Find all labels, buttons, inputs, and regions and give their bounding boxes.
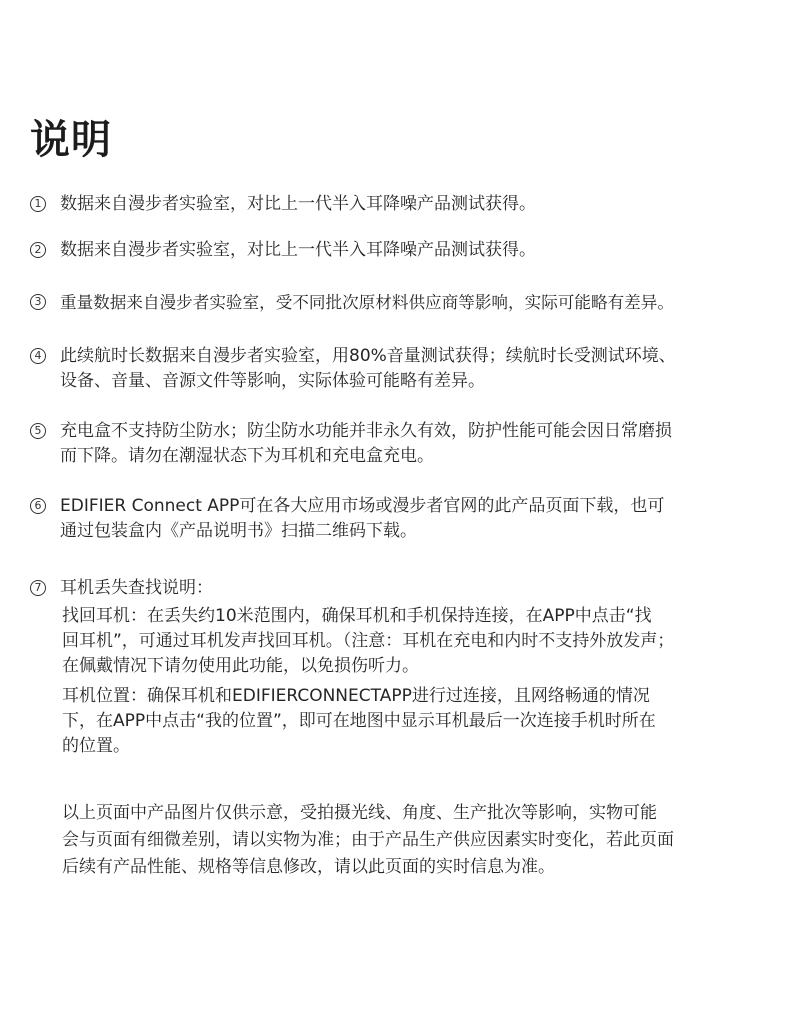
- earphone-location-paragraph: [62, 684, 656, 759]
- find-earphone-paragraph: [62, 604, 674, 679]
- note-6: [30, 494, 780, 544]
- paragraph-line: 下，在APP中点击“我的位置”，即可在地图中显示耳机最后一次连接手机时所在: [62, 711, 656, 731]
- note-5: [30, 419, 780, 469]
- circled-number-5: 5: [30, 423, 46, 439]
- paragraph-line: 在佩戴情况下请勿使用此功能，以免损伤听力。: [62, 656, 419, 676]
- paragraph-line: 的位置。: [62, 736, 130, 756]
- note-4: [30, 344, 780, 394]
- note-1-text: [60, 192, 780, 217]
- page-title: 说明: [30, 117, 112, 163]
- circled-number-4: 4: [30, 348, 46, 364]
- note-2: [30, 238, 780, 263]
- note-line: 耳机丢失查找说明：: [60, 578, 213, 598]
- note-7-text: [60, 576, 780, 601]
- circled-number-1: 1: [30, 196, 46, 212]
- paragraph-line: 耳机位置：确保耳机和EDIFIERCONNECTAPP进行过连接，且网络畅通的情况: [62, 686, 650, 706]
- note-1: [30, 192, 780, 217]
- circled-number-6: 6: [30, 498, 46, 514]
- paragraph-line: 后续有产品性能、规格等信息修改，请以此页面的实时信息为准。: [62, 857, 555, 877]
- disclaimer-paragraph: [62, 800, 674, 881]
- note-line: 此续航时长数据来自漫步者实验室，用80%音量测试获得；续航时长受测试环境、: [60, 346, 676, 366]
- note-line: 数据来自漫步者实验室，对比上一代半入耳降噪产品测试获得。: [60, 194, 536, 214]
- note-2-text: [60, 238, 780, 263]
- note-3-text: [60, 290, 780, 315]
- note-line: 设备、音量、音源文件等影响，实际体验可能略有差异。: [60, 371, 485, 391]
- note-line: 重量数据来自漫步者实验室，受不同批次原材料供应商等影响，实际可能略有差异。: [60, 293, 674, 312]
- note-line: 通过包装盒内《产品说明书》扫描二维码下载。: [60, 521, 417, 541]
- paragraph-line: 找回耳机：在丢失约10米范围内，确保耳机和手机保持连接，在APP中点击“找: [62, 606, 652, 626]
- note-6-text: [60, 494, 780, 544]
- note-7: [30, 576, 780, 601]
- note-5-text: [60, 419, 780, 469]
- circled-number-2: 2: [30, 242, 46, 258]
- circled-number-3: 3: [30, 294, 46, 310]
- note-line: EDIFIER Connect APP可在各大应用市场或漫步者官网的此产品页面下载，也可: [60, 496, 665, 516]
- note-line: 数据来自漫步者实验室，对比上一代半入耳降噪产品测试获得。: [60, 240, 536, 260]
- note-4-text: [60, 344, 780, 394]
- paragraph-line: 以上页面中产品图片仅供示意，受拍摄光线、角度、生产批次等影响，实物可能: [62, 803, 657, 823]
- note-line: 充电盒不支持防尘防水；防尘防水功能并非永久有效，防护性能可能会因日常磨损: [60, 421, 672, 441]
- paragraph-line: 会与页面有细微差别，请以实物为准；由于产品生产供应因素实时变化，若此页面: [62, 830, 674, 850]
- paragraph-line: 回耳机”，可通过耳机发声找回耳机。（注意：耳机在充电和内时不支持外放发声；: [62, 631, 675, 651]
- circled-number-7: 7: [30, 580, 46, 596]
- note-3: [30, 290, 780, 315]
- note-line: 而下降。请勿在潮湿状态下为耳机和充电盒充电。: [60, 446, 434, 466]
